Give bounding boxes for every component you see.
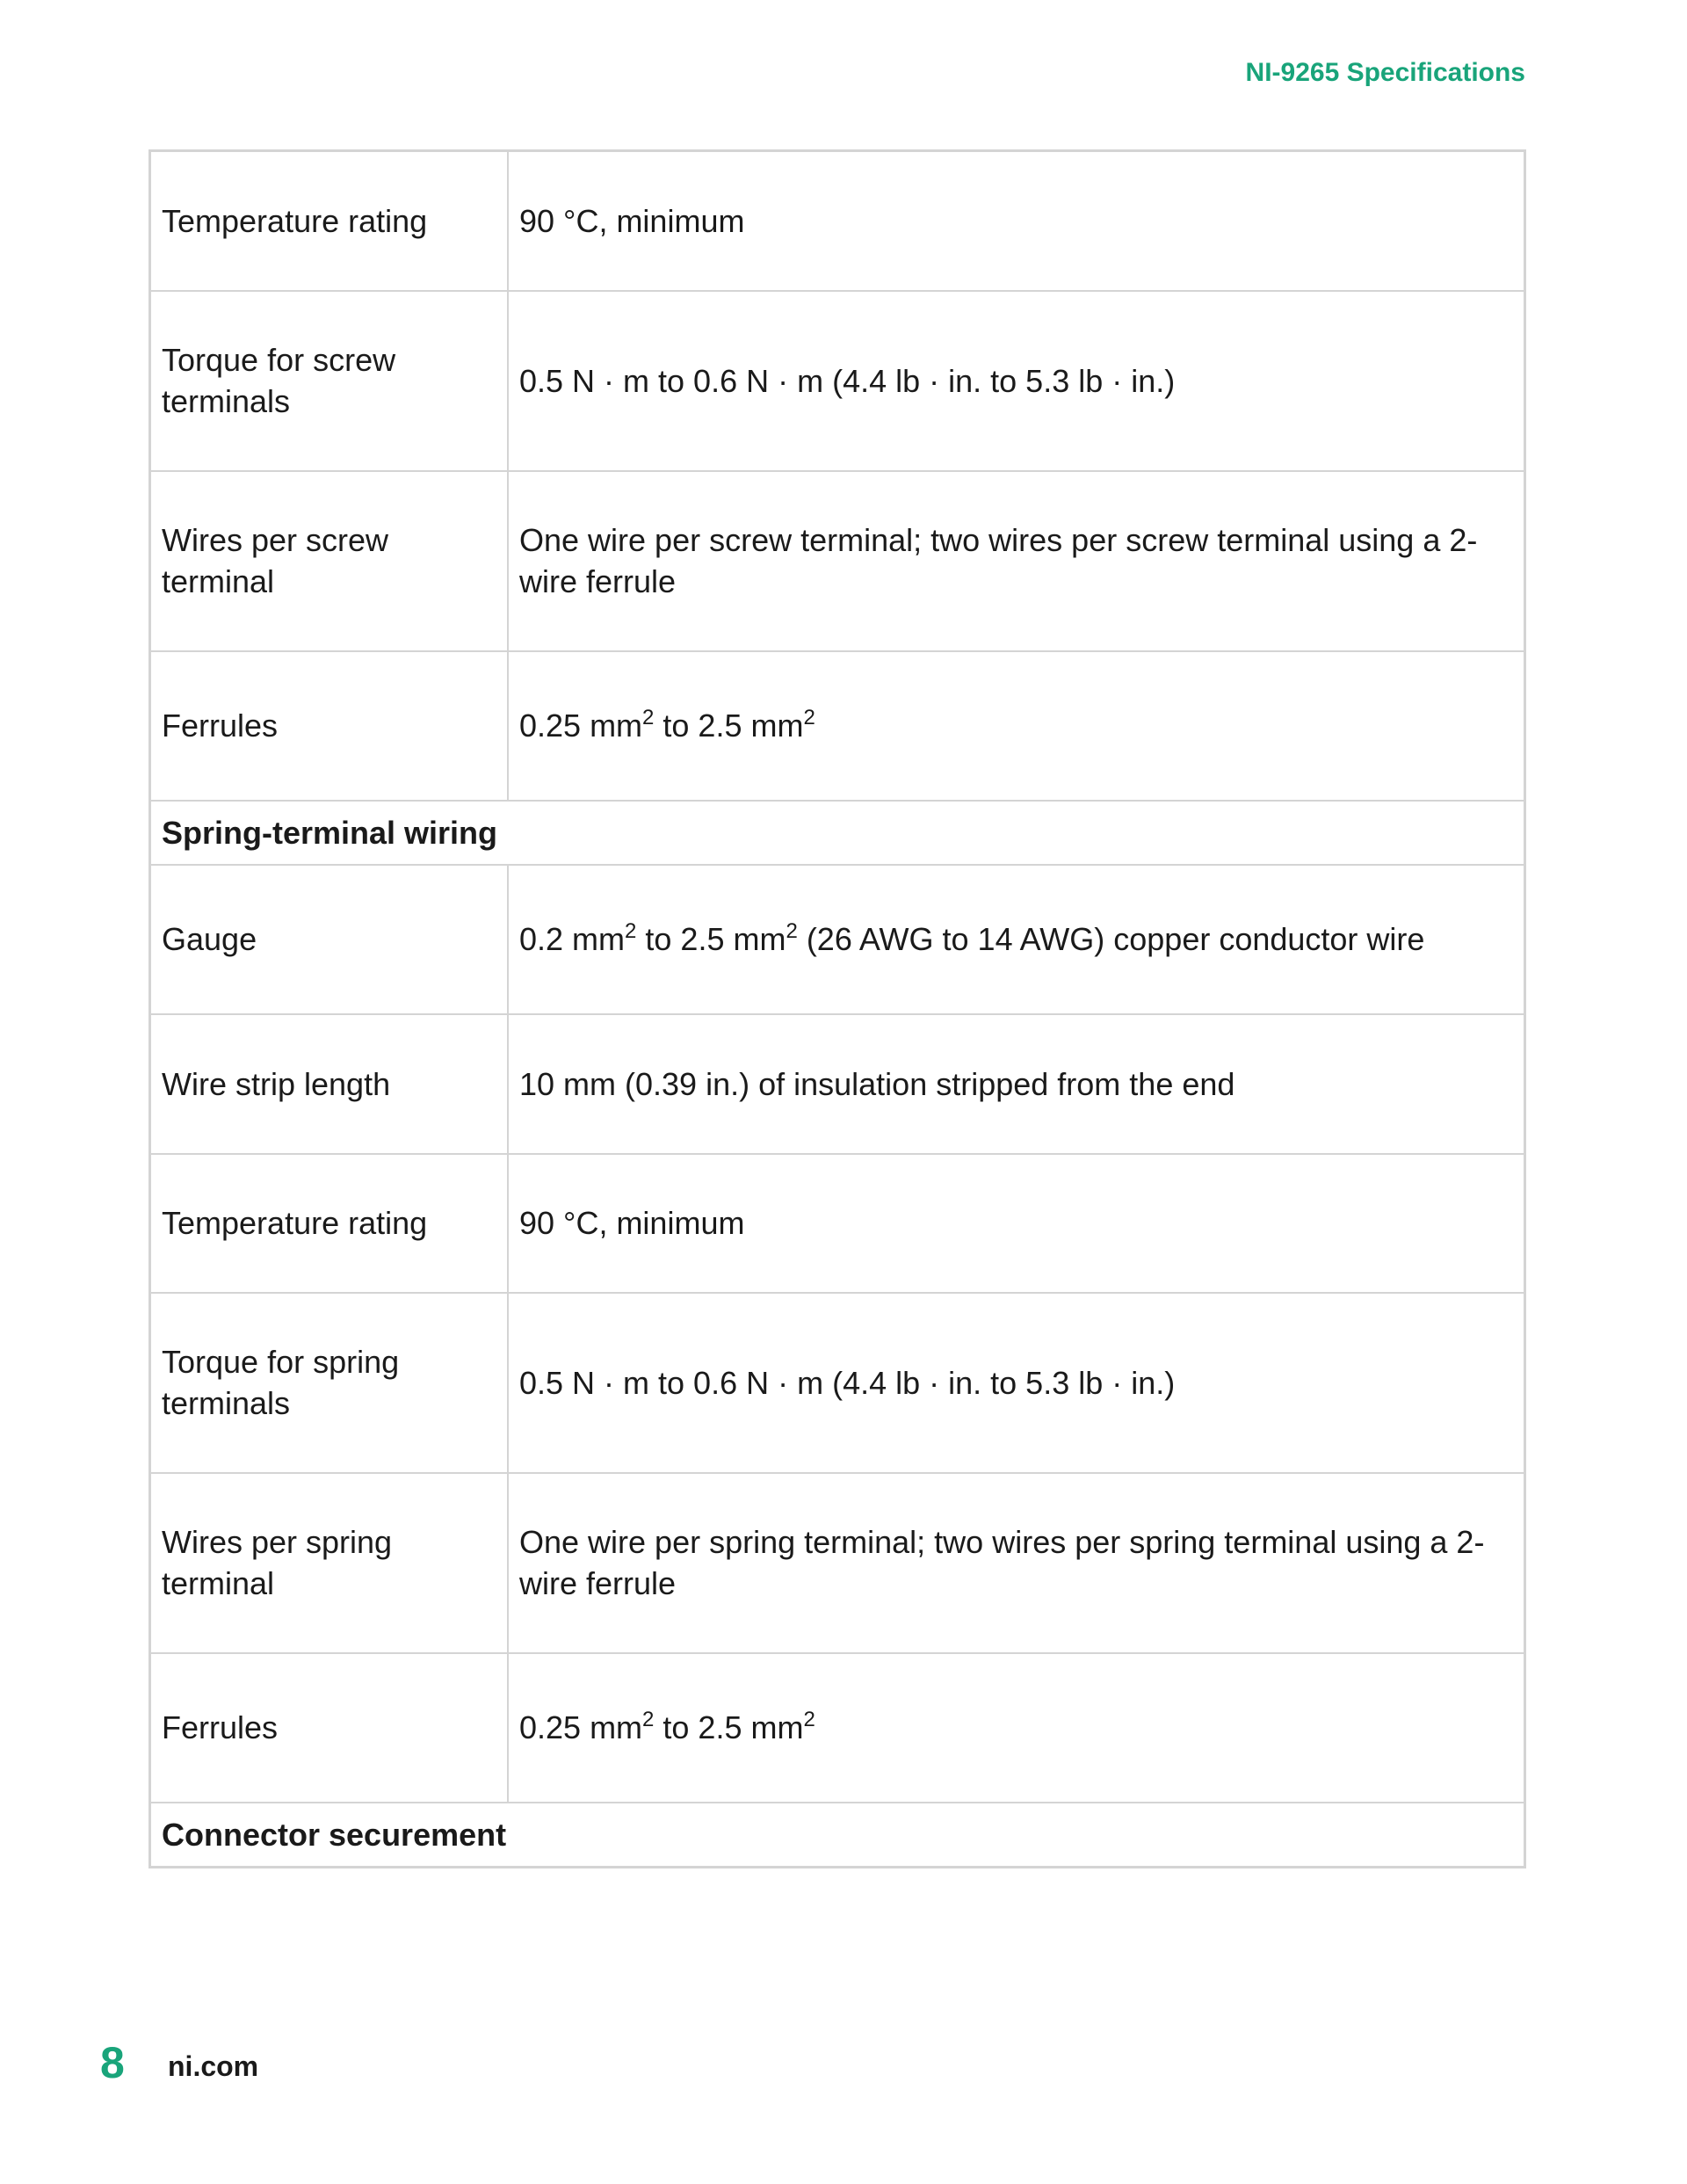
spec-value: One wire per screw terminal; two wires per screw terminal using a 2-wire ferrule	[508, 471, 1525, 651]
value-text: 0.25 mm	[519, 707, 643, 744]
spec-table	[148, 149, 1526, 1868]
value-text: to 2.5 mm	[654, 707, 804, 744]
spec-label: Wires per screw terminal	[150, 471, 509, 651]
table-row	[150, 865, 1525, 1014]
spec-value: One wire per spring terminal; two wires per spring terminal using a 2-wire ferrule	[508, 1473, 1525, 1653]
spec-label: Ferrules	[150, 1653, 509, 1803]
section-header: Spring-terminal wiring	[150, 801, 1525, 865]
value-text: to 2.5 mm	[636, 921, 786, 957]
document-title: NI-9265 Specifications	[1245, 58, 1525, 87]
spec-value	[508, 865, 1525, 1014]
spec-label: Torque for screw terminals	[150, 291, 509, 471]
section-header: Connector securement	[150, 1803, 1525, 1868]
spec-label: Temperature rating	[150, 1154, 509, 1293]
table-row	[150, 651, 1525, 801]
table-row	[150, 291, 1525, 471]
spec-label: Wires per spring terminal	[150, 1473, 509, 1653]
section-row	[150, 1803, 1525, 1868]
value-text: to 2.5 mm	[654, 1709, 804, 1745]
table-row	[150, 1014, 1525, 1154]
section-row	[150, 801, 1525, 865]
value-text: 0.2 mm	[519, 921, 626, 957]
superscript: 2	[803, 1708, 815, 1731]
superscript: 2	[625, 919, 637, 943]
superscript: 2	[803, 706, 815, 729]
value-text: 0.25 mm	[519, 1709, 643, 1745]
spec-value: 90 °C, minimum	[508, 1154, 1525, 1293]
table-row	[150, 471, 1525, 651]
table-row	[150, 1653, 1525, 1803]
table-row	[150, 1154, 1525, 1293]
value-text: (26 AWG to 14 AWG) copper conductor wire	[797, 921, 1425, 957]
superscript: 2	[786, 919, 798, 943]
table-row	[150, 1473, 1525, 1653]
spec-value: 10 mm (0.39 in.) of insulation stripped from the end	[508, 1014, 1525, 1154]
superscript: 2	[642, 1708, 655, 1731]
spec-value	[508, 1653, 1525, 1803]
footer-link[interactable]: ni.com	[168, 2050, 259, 2082]
spec-value: 90 °C, minimum	[508, 151, 1525, 291]
spec-value	[508, 651, 1525, 801]
superscript: 2	[642, 706, 655, 729]
spec-label: Gauge	[150, 865, 509, 1014]
spec-label: Wire strip length	[150, 1014, 509, 1154]
spec-label: Ferrules	[150, 651, 509, 801]
table-row	[150, 151, 1525, 291]
spec-value: 0.5 N · m to 0.6 N · m (4.4 lb · in. to 5.3 lb · in.)	[508, 1293, 1525, 1473]
table-row	[150, 1293, 1525, 1473]
spec-value: 0.5 N · m to 0.6 N · m (4.4 lb · in. to 5.3 lb · in.)	[508, 291, 1525, 471]
spec-label: Torque for spring terminals	[150, 1293, 509, 1473]
spec-label: Temperature rating	[150, 151, 509, 291]
page-number: 8	[100, 2038, 125, 2087]
